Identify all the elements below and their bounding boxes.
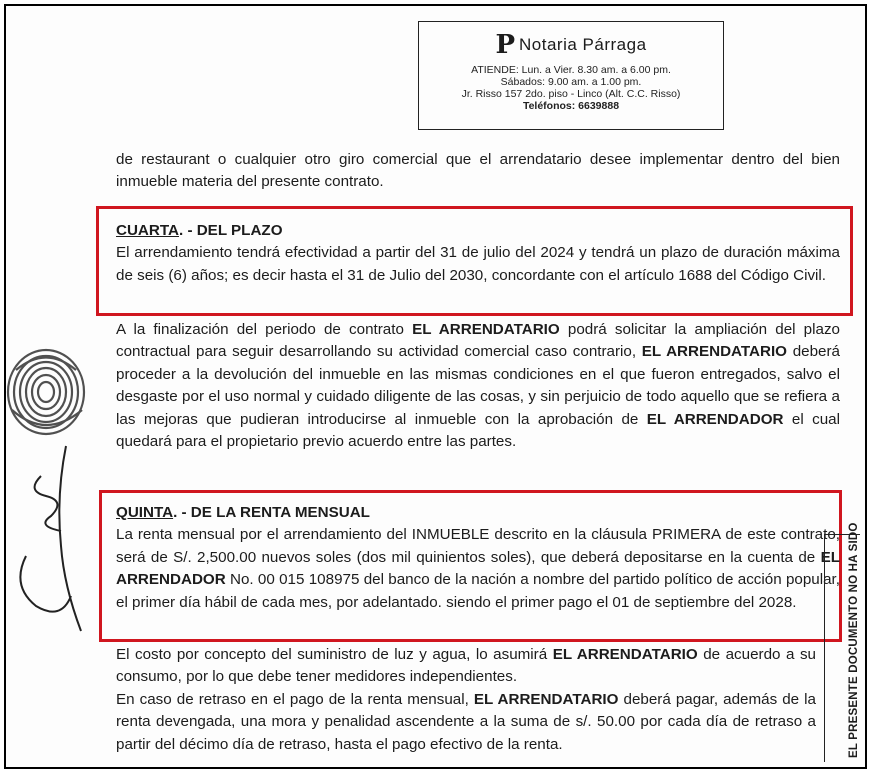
- text-run: No. 00 015 108975 del banco de la nación a nombre del partido político de acción popular, el primer día hábil de cada mes, por adelantado. siendo el primer pago el 01 de septiembre del 2028.: [116, 571, 840, 611]
- text-run: El costo por concepto del suministro de luz y agua, lo asumirá: [116, 646, 553, 663]
- clause-quinta: [116, 502, 840, 614]
- text-run: En caso de retraso en el pago de la renta mensual,: [116, 691, 474, 708]
- costo-paragraph: [116, 644, 816, 689]
- retraso-paragraph: [116, 689, 816, 756]
- notary-address: Jr. Risso 157 2do. piso - Linco (Alt. C.C. Risso): [461, 88, 681, 100]
- party-arrendatario: EL ARRENDATARIO: [641, 343, 787, 361]
- notary-logo: P: [495, 30, 516, 60]
- fingerprint-mark: [6, 340, 98, 450]
- notary-stamp: [418, 21, 724, 130]
- party-arrendatario: EL ARRENDATARIO: [552, 646, 698, 663]
- signature-mark: [6, 436, 101, 636]
- side-stamp-text: EL PRESENTE DOCUMENTO NO HA SIDO: [848, 522, 860, 758]
- finalizacion-paragraph: [116, 319, 840, 453]
- clause-cuarta-text: El arrendamiento tendrá efectividad a partir del 31 de julio del 2024 y tendrá un plazo de duración máxima de seis (6) años; es decir hasta el 31 de Julio del 2030, concordante con el artículo 1688 del Código Civil.: [116, 244, 840, 284]
- clause-quinta-title: . - DE LA RENTA MENSUAL: [173, 504, 370, 521]
- clause-cuarta-heading: [116, 220, 840, 242]
- party-arrendador: EL ARRENDADOR: [116, 548, 840, 589]
- text-run: La renta mensual por el arrendamiento del INMUEBLE descrito en la cláusula PRIMERA de este contrato, será de S/. 2,500.00 nuevos soles (dos mil quinientos soles), que deberá depositarse en la cuenta de: [116, 526, 840, 566]
- party-arrendatario: EL ARRENDATARIO: [412, 321, 560, 338]
- notary-hours-weekday: ATIENDE: Lun. a Vier. 8.30 am. a 6.00 pm.: [471, 64, 671, 76]
- text-run: deberá pagar, además de la renta devengada, una mora y penalidad ascendente a la suma de s/. 50.00 por cada día de retraso a partir del décimo día de retraso, hasta el pago efectivo de la renta.: [116, 691, 816, 753]
- clause-quinta-label: QUINTA: [116, 504, 174, 521]
- clause-quinta-text: [116, 524, 840, 614]
- text-run: podrá solicitar la ampliación del plazo contractual para seguir desarrollando su actividad comercial caso contrario,: [116, 321, 840, 361]
- party-arrendatario: EL ARRENDATARIO: [473, 691, 619, 708]
- notary-name: Notaria Párraga: [519, 35, 647, 54]
- document-page: [4, 4, 867, 769]
- notary-phone: Teléfonos: 6639888: [522, 100, 620, 112]
- text-run: el cual quedará para el propietario previo acuerdo entre las partes.: [116, 410, 841, 451]
- notary-hours-saturday: Sábados: 9.00 am. a 1.00 pm.: [500, 76, 642, 88]
- clause-quinta-heading: [116, 502, 840, 524]
- party-arrendador: EL ARRENDADOR: [646, 410, 784, 428]
- clause-cuarta: [116, 220, 840, 287]
- clause-cuarta-title: . - DEL PLAZO: [179, 222, 283, 239]
- text-run: A la finalización del periodo de contrato: [116, 321, 413, 338]
- text-run: de acuerdo a su consumo, por lo que debe tener medidores independientes.: [116, 646, 816, 686]
- notary-stamp-header: [419, 32, 723, 58]
- text-run: deberá proceder a la devolución del inmueble en las mismas condiciones en el que fueron entregados, salvo el desgaste por el uso normal y cuidado diligente de las cosas, y sin perjuicio de todo aquello que se refiera a las mejoras que pudieran introducirse al inmueble con la aprobación de: [116, 343, 840, 428]
- clause-cuarta-label: CUARTA: [116, 222, 179, 239]
- intro-paragraph: de restaurant o cualquier otro giro comercial que el arrendatario desee implementar dentro del bien inmueble materia del presente contrato.: [116, 151, 840, 191]
